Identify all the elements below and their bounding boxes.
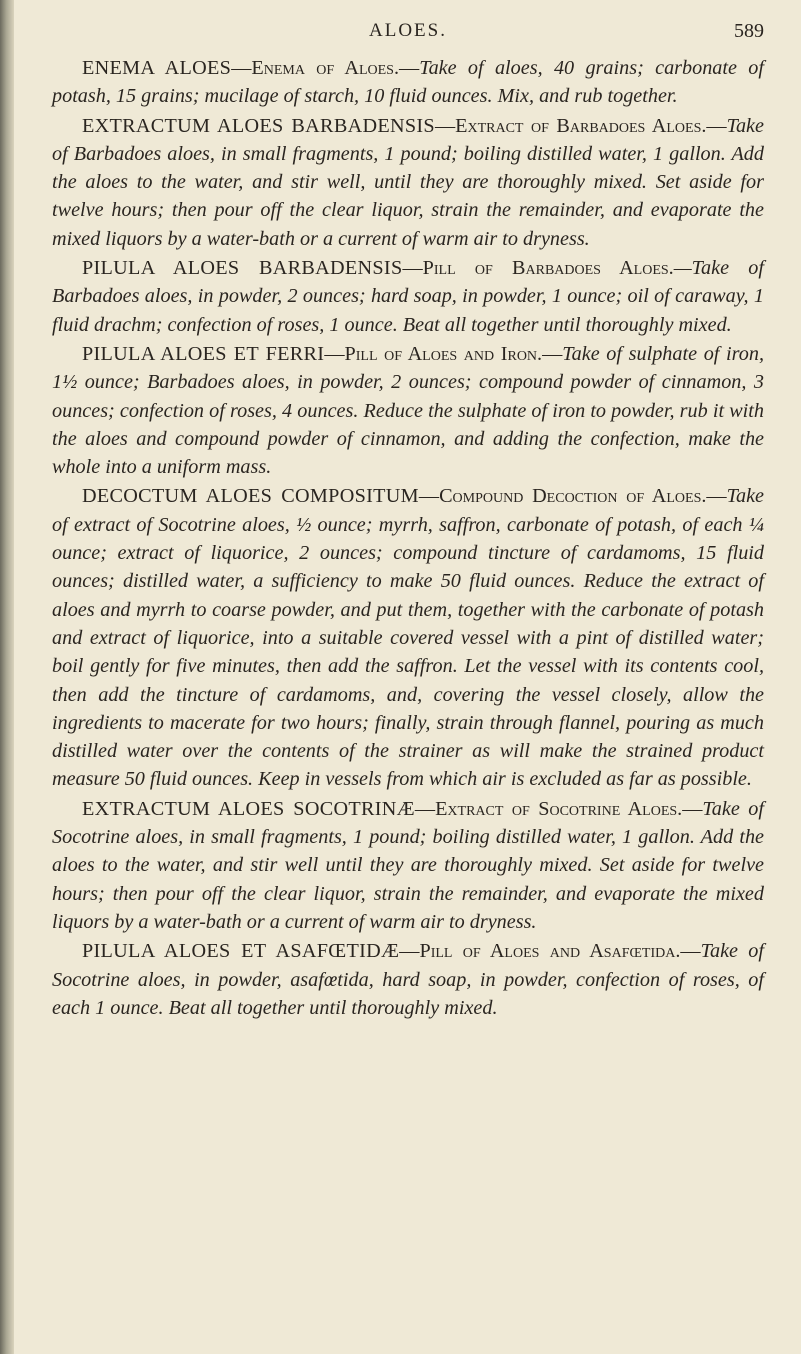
running-head: ALOES. [369, 20, 447, 41]
entry-recipe: Take of aloes, 40 grains; carbonate of potash, 15 grains; mucilage of starch, 10 fluid ounces. Mix, and rub together. [52, 57, 764, 108]
entry-english-title: —Pill of Aloes and Asafœtida.— [399, 940, 701, 963]
entry-latin-title: ENEMA ALOES [82, 57, 232, 79]
entry-recipe: Take of Socotrine aloes, in powder, asafœtida, hard soap, in powder, confection of roses, of each 1 ounce. Beat all together until thoroughly mixed. [52, 940, 764, 1019]
entry-english-title: —Pill of Aloes and Iron.— [324, 342, 563, 365]
entry-english-title: —Pill of Barbadoes Aloes. [402, 257, 674, 280]
page-header [52, 0, 764, 46]
entry-enema-aloes [52, 54, 764, 111]
entry-recipe: Take of sulphate of iron, 1½ ounce; Barbadoes aloes, in powder, 2 ounces; compound powder of cinnamon, 3 ounces; confection of roses, 4 ounces. Reduce the sulphate of iron to powder, rub it with the aloes and compound powder of cinnamon, and adding the confection, make the whole into a uniform mass. [52, 342, 764, 479]
entry-decoctum-aloes-compositum [52, 482, 764, 793]
entry-extractum-aloes-socotrinae [52, 795, 764, 936]
entry-english-title: —Enema of Aloes.— [231, 57, 420, 79]
entry-extractum-aloes-barbadensis [52, 112, 764, 253]
entry-recipe: Take of Socotrine aloes, in small fragments, 1 pound; boiling distilled water, 1 gallon. Add the aloes to the water, and stir well until they are thoroughly mixed. Set aside for twelve hours; then pour off the clear liquor, strain the remainder, and evaporate the mixed liquors by a water-bath or a current of warm air to dryness. [52, 797, 764, 933]
entry-latin-title: PILULA ALOES BARBADENSIS [82, 257, 403, 280]
entry-latin-title: PILULA ALOES ET FERRI [82, 342, 325, 365]
entry-latin-title: PILULA ALOES ET ASAFŒTIDÆ [82, 940, 400, 963]
entry-recipe: Take of Barbadoes aloes, in small fragments, 1 pound; boiling distilled water, 1 gallon. Add the aloes to the water, and stir well, until they are thoroughly mixed. Set aside for twelve hours; then pour off the clear liquor, strain the remainder, and evaporate the mixed liquors by a water-bath or a current of warm air to dryness. [52, 114, 764, 250]
entry-recipe: Take of extract of Socotrine aloes, ½ ounce; myrrh, saffron, carbonate of potash, of each ¼ ounce; extract of liquorice, 2 ounces; compound tincture of cardamoms, 15 fluid ounces; distilled water, a sufficiency to make 50 fluid ounces. Reduce the extract of aloes and myrrh to coarse powder, and put them, together with the carbonate of potash and extract of liquorice, into a suitable covered vessel with a pint of distilled water; boil gently for five minutes, then add the saffron. Let the vessel with its contents cool, then add the tincture of cardamoms, and, covering the vessel closely, allow the ingredients to macerate for two hours; finally, strain through flannel, pouring as much distilled water over the contents of the strainer as will make the strained product measure 50 fluid ounces. Keep in vessels from which air is excluded as far as possible. [52, 485, 765, 791]
binding-gutter [0, 0, 14, 1354]
page-number: 589 [734, 20, 764, 42]
entry-pilula-aloes-barbadensis [52, 254, 764, 339]
entry-latin-title: EXTRACTUM ALOES SOCOTRINÆ [82, 797, 415, 820]
entry-english-title: —Extract of Barbadoes Aloes.— [434, 114, 727, 137]
book-page [52, 0, 764, 1354]
entry-pilula-aloes-et-asafoetidae [52, 937, 764, 1022]
entry-latin-title: DECOCTUM ALOES COMPOSITUM [82, 485, 419, 508]
entry-recipe: —Take of Barbadoes aloes, in powder, 2 ounces; hard soap, in powder, 1 ounce; oil of caraway, 1 fluid drachm; confection of roses, 1 ounce. Beat all together until thoroughly mixed. [52, 257, 764, 336]
entry-english-title: —Extract of Socotrine Aloes.— [414, 797, 703, 820]
entry-pilula-aloes-et-ferri [52, 340, 764, 481]
entry-english-title: —Compound Decoction of Aloes.— [418, 485, 727, 508]
entry-latin-title: EXTRACTUM ALOES BARBADENSIS [82, 114, 435, 137]
